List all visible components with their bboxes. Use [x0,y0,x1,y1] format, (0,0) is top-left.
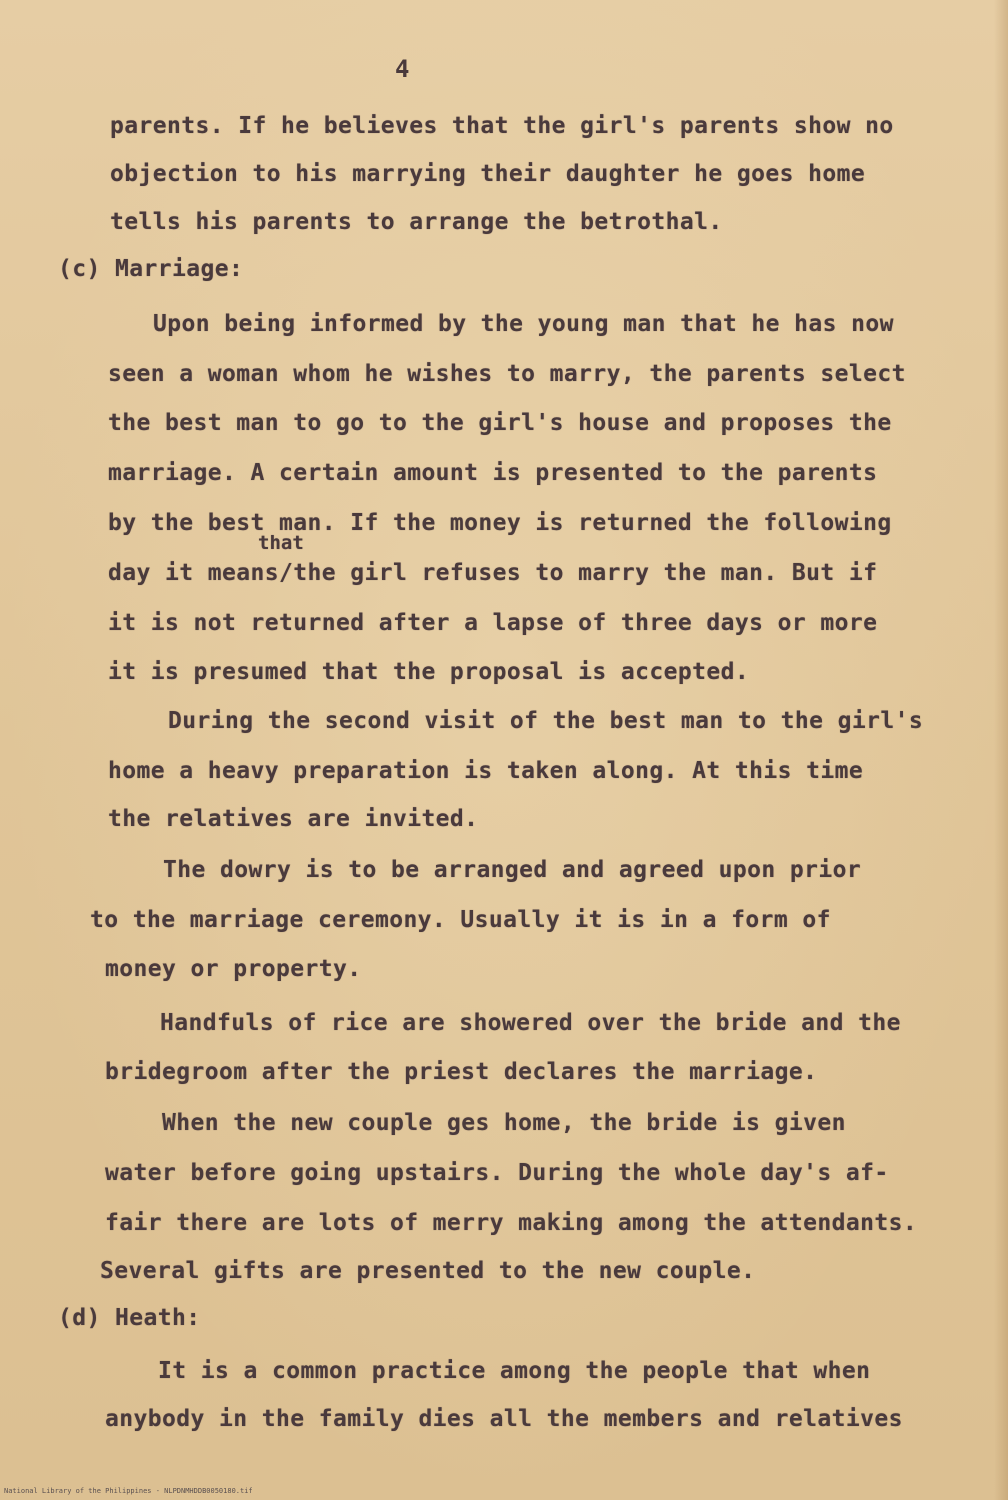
text-line: the relatives are invited. [108,806,479,832]
section-heading-death: (d) Heath: [58,1305,201,1331]
page-number: 4 [395,55,410,83]
text-line: the best man to go to the girl's house and proposes the [108,410,892,436]
text-line: money or property. [105,956,362,982]
page-edge-shadow [994,0,1008,1500]
text-line: seen a woman whom he wishes to marry, the parents select [108,361,906,387]
text-line: by the best man. If the money is returned the following [108,510,892,536]
text-line: it is not returned after a lapse of three days or more [108,610,878,636]
text-line: home a heavy preparation is taken along. At this time [108,758,864,784]
text-line: Several gifts are presented to the new couple. [100,1258,756,1284]
text-line: bridegroom after the priest declares the marriage. [105,1059,818,1085]
text-line: When the new couple ges home, the bride is given [162,1110,846,1136]
text-line: day it means/the girl refuses to marry the man. But if [108,560,878,586]
text-line: tells his parents to arrange the betrothal. [110,209,723,235]
text-line: Upon being informed by the young man that he has now [153,311,894,337]
scan-footer-caption: National Library of the Philippines - NLPDNMHDDB0050180.tif [4,1487,253,1495]
text-line: anybody in the family dies all the members and relatives [105,1406,903,1432]
text-line: marriage. A certain amount is presented to the parents [108,460,878,486]
text-line: The dowry is to be arranged and agreed upon prior [163,857,862,883]
text-line: fair there are lots of merry making among the attendants. [105,1210,918,1236]
text-line: water before going upstairs. During the whole day's af- [105,1160,889,1186]
text-line: Handfuls of rice are showered over the bride and the [160,1010,901,1036]
section-heading-marriage: (c) Marriage: [58,256,244,282]
text-line: It is a common practice among the people that when [158,1358,871,1384]
text-line: During the second visit of the best man to the girl's [168,708,924,734]
text-line: parents. If he believes that the girl's parents show no [110,113,894,139]
text-line: it is presumed that the proposal is accepted. [108,659,750,685]
text-line: to the marriage ceremony. Usually it is in a form of [90,907,831,933]
handwritten-insertion: that [258,532,304,554]
text-line: objection to his marrying their daughter he goes home [110,161,866,187]
